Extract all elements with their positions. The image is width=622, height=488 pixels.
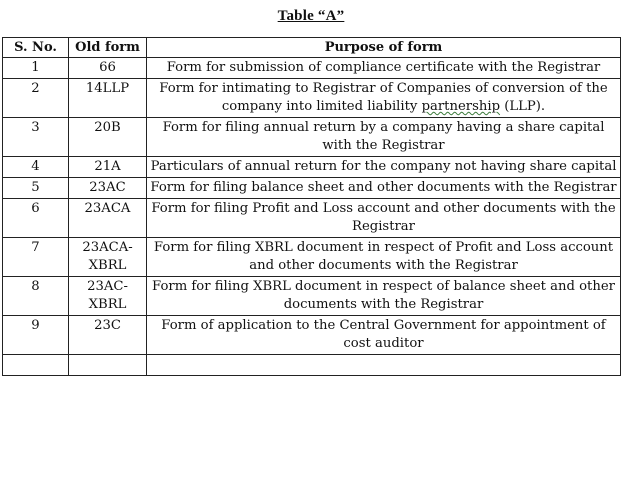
cell-sno: 9 xyxy=(3,316,69,355)
cell-old-form: 14LLP xyxy=(69,79,147,118)
cell-old-form: 23C xyxy=(69,316,147,355)
cell-empty xyxy=(147,355,621,376)
cell-old-form: 21A xyxy=(69,157,147,178)
table-row xyxy=(3,316,621,355)
table-row xyxy=(3,199,621,238)
cell-empty xyxy=(69,355,147,376)
cell-purpose xyxy=(147,79,621,118)
cell-purpose: Form for submission of compliance certificate with the Registrar xyxy=(147,58,621,79)
table-header-row xyxy=(3,38,621,58)
cell-old-form: 66 xyxy=(69,58,147,79)
cell-purpose: Form for filing annual return by a company having a share capital with the Registrar xyxy=(147,118,621,157)
table-row xyxy=(3,58,621,79)
cell-old-form: 23ACA xyxy=(69,199,147,238)
cell-purpose: Form for filing Profit and Loss account and other documents with the Registrar xyxy=(147,199,621,238)
cell-sno: 4 xyxy=(3,157,69,178)
cell-old-form: 20B xyxy=(69,118,147,157)
purpose-text-after: (LLP). xyxy=(500,99,546,114)
purpose-text-before: Form for intimating to Registrar of Companies of conversion of the company into limited liability xyxy=(159,81,608,114)
table-row xyxy=(3,238,621,277)
table-row xyxy=(3,277,621,316)
cell-sno: 6 xyxy=(3,199,69,238)
cell-old-form: 23AC-XBRL xyxy=(69,277,147,316)
cell-old-form: 23AC xyxy=(69,178,147,199)
table-row xyxy=(3,178,621,199)
cell-old-form: 23ACA-XBRL xyxy=(69,238,147,277)
table-row xyxy=(3,157,621,178)
header-old-form: Old form xyxy=(69,38,147,58)
cell-purpose: Particulars of annual return for the company not having share capital xyxy=(147,157,621,178)
cell-purpose: Form for filing XBRL document in respect of balance sheet and other documents with the Registrar xyxy=(147,277,621,316)
cell-sno: 5 xyxy=(3,178,69,199)
cell-sno: 7 xyxy=(3,238,69,277)
table-row xyxy=(3,79,621,118)
cell-sno: 1 xyxy=(3,58,69,79)
cell-sno: 8 xyxy=(3,277,69,316)
cell-empty xyxy=(3,355,69,376)
table-row-partial xyxy=(3,355,621,376)
forms-table xyxy=(2,37,621,376)
table-title: Table “A” xyxy=(277,8,345,24)
header-sno: S. No. xyxy=(3,38,69,58)
cell-purpose: Form for filing XBRL document in respect of Profit and Loss account and other documents with the Registrar xyxy=(147,238,621,277)
cell-purpose: Form of application to the Central Government for appointment of cost auditor xyxy=(147,316,621,355)
cell-sno: 2 xyxy=(3,79,69,118)
cell-purpose: Form for filing balance sheet and other documents with the Registrar xyxy=(147,178,621,199)
header-purpose: Purpose of form xyxy=(147,38,621,58)
table-row xyxy=(3,118,621,157)
cell-sno: 3 xyxy=(3,118,69,157)
spellcheck-underlined-word: partnership xyxy=(421,99,501,114)
